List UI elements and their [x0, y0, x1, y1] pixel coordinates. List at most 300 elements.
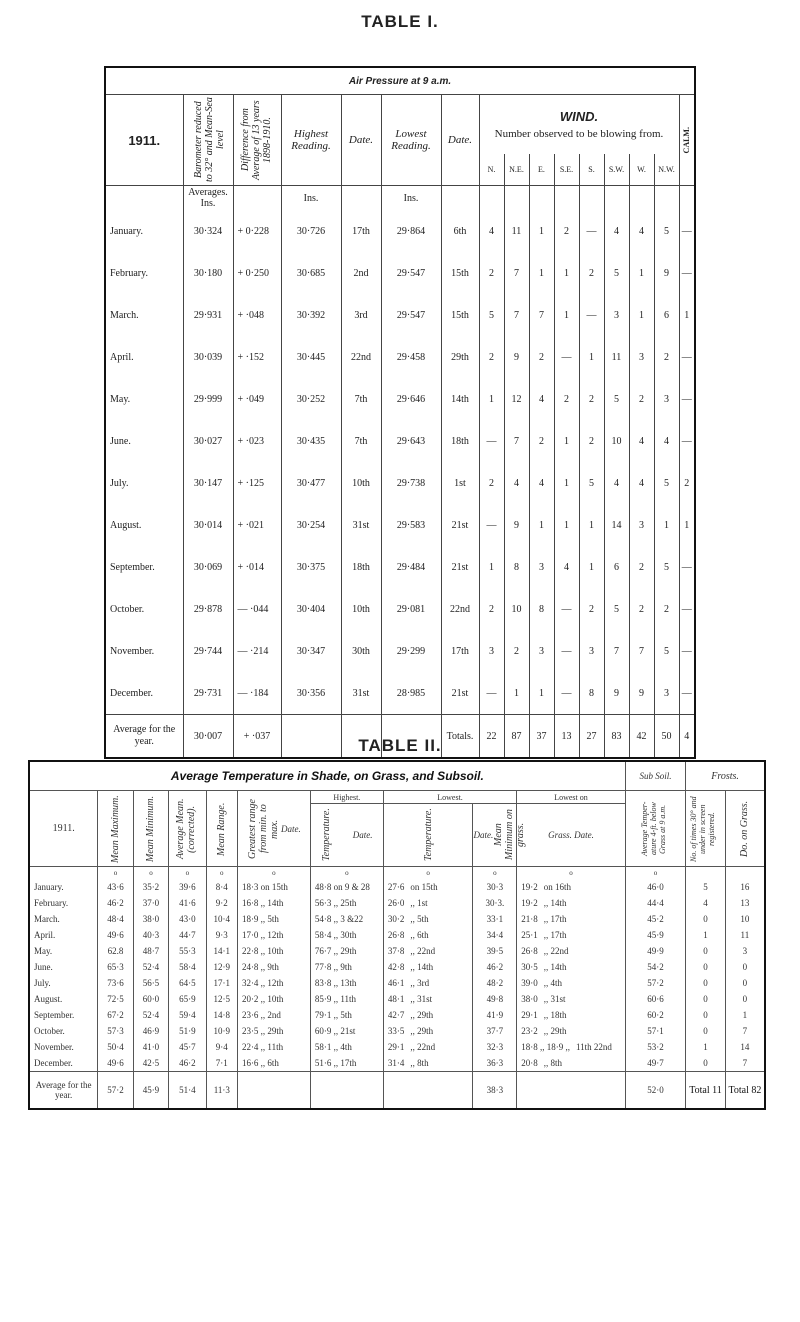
- calm-cell: —: [679, 630, 695, 672]
- lowest-date: ,, 14th: [410, 962, 434, 972]
- mean-min-grass-header: Mean Minimum on grass.: [493, 809, 527, 861]
- frost-grass-cell: 14: [725, 1039, 765, 1055]
- wind-e-cell: 4: [529, 462, 554, 504]
- lowest-grass-cell: [517, 911, 626, 927]
- lowest-grass-date: ,, 29th: [543, 1026, 567, 1036]
- greatest-range-cell: 16·8 ,, 14th: [237, 895, 310, 911]
- table-row: [29, 991, 765, 1007]
- wind-w-cell: 9: [629, 672, 654, 715]
- wind-n-cell: 1: [479, 546, 504, 588]
- month-cell: May.: [110, 393, 131, 405]
- wind-n-cell: 2: [479, 336, 504, 378]
- wind-nw-cell: 1: [654, 504, 679, 546]
- lowest-date-header: Date.: [473, 830, 494, 840]
- lowest-date-cell: 17th: [441, 630, 479, 672]
- wind-ne-cell: 12: [504, 378, 529, 420]
- lowest-grass-temp: 19·2: [521, 898, 538, 908]
- wind-e-cell: 3: [529, 630, 554, 672]
- frost-screen-cell: 0: [686, 1023, 726, 1039]
- lowest-grass-date: ,, 31st: [543, 994, 566, 1004]
- wind-nw-cell: 9: [654, 252, 679, 294]
- lowest-cell: [383, 991, 473, 1007]
- lowest-grass-temp: 30·5: [521, 962, 538, 972]
- lowest-grass-date: 11th 22nd: [575, 1042, 612, 1052]
- highest-date-cell: 22nd: [341, 336, 381, 378]
- calm-cell: 1: [679, 504, 695, 546]
- table-row: [105, 546, 695, 588]
- highest-cell: 83·8 ,, 13th: [310, 975, 383, 991]
- month-cell: September.: [34, 1010, 75, 1020]
- wind-w-cell: 1: [629, 294, 654, 336]
- lowest-cell: [383, 1039, 473, 1055]
- month-cell: June.: [34, 962, 53, 972]
- total-wind-sw: 83: [604, 715, 629, 759]
- wind-sw-cell: 4: [604, 210, 629, 252]
- lowest-grass-date: ,, 22nd: [543, 946, 569, 956]
- table-row: [29, 959, 765, 975]
- wind-s-cell: 5: [579, 462, 604, 504]
- avg-mean-cell: 59·4: [169, 1007, 207, 1023]
- lowest-temp: 42·8: [387, 962, 405, 972]
- wind-n-cell: —: [479, 504, 504, 546]
- mean-range-cell: 9·2: [206, 895, 237, 911]
- total-wind-se: 13: [554, 715, 579, 759]
- lowest-temp: 27·6: [387, 882, 405, 892]
- difference-header: Difference from Average of 13 years 1898-1910.: [240, 100, 273, 180]
- calm-cell: —: [679, 546, 695, 588]
- lowest-grass-temp: 39·0: [521, 978, 538, 988]
- wind-e-cell: 4: [529, 378, 554, 420]
- calm-cell: 2: [679, 462, 695, 504]
- total-calm: 4: [679, 715, 695, 759]
- wind-nw-cell: 2: [654, 588, 679, 630]
- lowest-cell: 29·484: [381, 546, 441, 588]
- difference-cell: + ·049: [233, 378, 281, 420]
- wind-ne-cell: 7: [504, 252, 529, 294]
- frost-grass-cell: 0: [725, 991, 765, 1007]
- month-cell: February.: [110, 267, 148, 279]
- lowest-cell: 28·985: [381, 672, 441, 715]
- frost-grass-cell: 3: [725, 943, 765, 959]
- wind-n-cell: —: [479, 672, 504, 715]
- lowest-cell: 29·643: [381, 420, 441, 462]
- table-row: [105, 210, 695, 252]
- subsoil-temp-header: Average Temper- ature 4-ft. below Grass at 9 a.m.: [640, 801, 668, 856]
- wind-n-cell: 2: [479, 462, 504, 504]
- month-cell: September.: [110, 561, 155, 573]
- difference-cell: — ·214: [233, 630, 281, 672]
- avg-mean-cell: 45·7: [169, 1039, 207, 1055]
- highest-cell: 30·252: [281, 378, 341, 420]
- units-label: Averages. Ins.: [183, 186, 233, 211]
- avg-mean-header: Average Mean. (corrected).: [175, 798, 198, 859]
- deg-mark: o: [473, 867, 517, 880]
- wind-w-cell: 4: [629, 210, 654, 252]
- t2-total-frost-screen: Total 11: [686, 1072, 726, 1110]
- month-cell: May.: [34, 946, 53, 956]
- greatest-range-cell: 23·5 ,, 29th: [237, 1023, 310, 1039]
- lowest-date: ,, 22nd: [410, 1042, 436, 1052]
- lowest-cell: 29·583: [381, 504, 441, 546]
- wind-n-cell: 1: [479, 378, 504, 420]
- wind-w-cell: 3: [629, 336, 654, 378]
- mean-min-cell: 37·0: [133, 895, 168, 911]
- grass-date-header: Grass. Date.: [517, 804, 626, 867]
- wind-nw-cell: 3: [654, 672, 679, 715]
- highest-cell: 30·435: [281, 420, 341, 462]
- lowest-grass-cell: [517, 879, 626, 895]
- month-cell: December.: [110, 687, 154, 699]
- wind-dir-sw: S.W.: [604, 154, 629, 185]
- lowest-temp: 37·8: [387, 946, 405, 956]
- highest-date-cell: 31st: [341, 672, 381, 715]
- avg-mean-cell: 55·3: [169, 943, 207, 959]
- frost-grass-cell: 0: [725, 975, 765, 991]
- barometer-cell: 29·931: [183, 294, 233, 336]
- frost-grass-cell: 7: [725, 1055, 765, 1072]
- lowest-date-cell: 6th: [441, 210, 479, 252]
- subsoil-cell: 46·0: [625, 879, 685, 895]
- lowest-date: ,, 1st: [410, 898, 428, 908]
- total-wind-nw: 50: [654, 715, 679, 759]
- calm-cell: 1: [679, 294, 695, 336]
- mean-range-cell: 9·3: [206, 927, 237, 943]
- wind-sw-cell: 9: [604, 672, 629, 715]
- table-row: [105, 672, 695, 715]
- subsoil-header: Sub Soil.: [625, 761, 685, 791]
- wind-s-cell: 8: [579, 672, 604, 715]
- lowest-date-cell: 15th: [441, 294, 479, 336]
- frost-screen-cell: 0: [686, 1055, 726, 1072]
- lowest-cell: [383, 943, 473, 959]
- highest-cell: 56·3 ,, 25th: [310, 895, 383, 911]
- wind-e-cell: 8: [529, 588, 554, 630]
- wind-nw-cell: 5: [654, 630, 679, 672]
- difference-cell: + ·048: [233, 294, 281, 336]
- lowest-temp: 48·1: [387, 994, 405, 1004]
- lowest-date-cell: 22nd: [441, 588, 479, 630]
- difference-cell: — ·184: [233, 672, 281, 715]
- table-row: [29, 1007, 765, 1023]
- highest-cell: 77·8 ,, 9th: [310, 959, 383, 975]
- mean-min-cell: 40·3: [133, 927, 168, 943]
- highest-cell: 79·1 ,, 5th: [310, 1007, 383, 1023]
- lowest-cell: 29·458: [381, 336, 441, 378]
- highest-cell: 85·9 ,, 11th: [310, 991, 383, 1007]
- lowest-grass-cell: [517, 1023, 626, 1039]
- highest-date-cell: 10th: [341, 588, 381, 630]
- highest-cell: 51·6 ,, 17th: [310, 1055, 383, 1072]
- month-cell: November.: [34, 1042, 74, 1052]
- greatest-range-cell: 32·4 ,, 12th: [237, 975, 310, 991]
- deg-mark: o: [310, 867, 383, 880]
- deg-mark: o: [517, 867, 626, 880]
- month-cell: October.: [110, 603, 145, 615]
- table-row: [105, 378, 695, 420]
- lowest-cell: [383, 895, 473, 911]
- calm-cell: —: [679, 672, 695, 715]
- table-row: [29, 1039, 765, 1055]
- mean-range-cell: 7·1: [206, 1055, 237, 1072]
- wind-sw-cell: 4: [604, 462, 629, 504]
- wind-ne-cell: 9: [504, 336, 529, 378]
- avg-mean-cell: 46·2: [169, 1055, 207, 1072]
- wind-e-cell: 3: [529, 546, 554, 588]
- barometer-cell: 29·744: [183, 630, 233, 672]
- mean-max-cell: 46·2: [98, 895, 133, 911]
- mean-min-cell: 35·2: [133, 879, 168, 895]
- lowest-date-cell: 1st: [441, 462, 479, 504]
- avg-label: Average for the year.: [105, 715, 183, 759]
- lowest-cell: 29·547: [381, 252, 441, 294]
- t2-avg-mean: 51·4: [169, 1072, 207, 1110]
- calm-cell: —: [679, 588, 695, 630]
- barometer-cell: 30·147: [183, 462, 233, 504]
- greatest-range-cell: 20·2 ,, 10th: [237, 991, 310, 1007]
- lowest-temp: 33·5: [387, 1026, 405, 1036]
- month-cell: June.: [110, 435, 131, 447]
- table-row: [29, 927, 765, 943]
- wind-sw-cell: 3: [604, 294, 629, 336]
- lowest-cell: [383, 911, 473, 927]
- barometer-cell: 29·731: [183, 672, 233, 715]
- calm-cell: —: [679, 252, 695, 294]
- mean-min-cell: 56·5: [133, 975, 168, 991]
- lowest-cell: 29·547: [381, 294, 441, 336]
- mean-max-cell: 72·5: [98, 991, 133, 1007]
- greatest-range-cell: 24·8 ,, 9th: [237, 959, 310, 975]
- highest-date-cell: 7th: [341, 420, 381, 462]
- frost-grass-cell: 1: [725, 1007, 765, 1023]
- wind-s-cell: 2: [579, 378, 604, 420]
- mean-max-cell: 67·2: [98, 1007, 133, 1023]
- lowest-cell: [383, 975, 473, 991]
- lowest-grass-date: ,, 17th: [543, 914, 567, 924]
- table-row: [29, 879, 765, 895]
- wind-n-cell: 5: [479, 294, 504, 336]
- wind-s-cell: 2: [579, 588, 604, 630]
- difference-cell: + ·023: [233, 420, 281, 462]
- lowest-date-cell: 14th: [441, 378, 479, 420]
- wind-dir-ne: N.E.: [504, 154, 529, 185]
- month-cell: July.: [34, 978, 51, 988]
- mean-min-cell: 46·9: [133, 1023, 168, 1039]
- table2-caption: Average Temperature in Shade, on Grass, and Subsoil.: [29, 761, 625, 791]
- subsoil-cell: 57·1: [625, 1023, 685, 1039]
- lowest-cell: [383, 1023, 473, 1039]
- lowest-date: ,, 8th: [410, 1058, 429, 1068]
- table-row: [105, 462, 695, 504]
- avg-mean-cell: 64·5: [169, 975, 207, 991]
- highest-cell: 30·404: [281, 588, 341, 630]
- highest-cell: 30·356: [281, 672, 341, 715]
- mean-min-grass-cell: 39·5: [473, 943, 517, 959]
- highest-cell: 54·8 ,, 3 &22: [310, 911, 383, 927]
- highest-cell: 30·726: [281, 210, 341, 252]
- lowest-date-cell: 29th: [441, 336, 479, 378]
- month-cell: August.: [34, 994, 63, 1004]
- greatest-range-cell: 22·4 ,, 11th: [237, 1039, 310, 1055]
- wind-ne-cell: 7: [504, 420, 529, 462]
- greatest-range-cell: 22·8 ,, 10th: [237, 943, 310, 959]
- greatest-range-header: Greatest range from min. to max.: [247, 798, 281, 859]
- t2-avg-label: Average for the year.: [29, 1072, 98, 1110]
- mean-min-cell: 52·4: [133, 959, 168, 975]
- difference-cell: + 0·228: [233, 210, 281, 252]
- air-pressure-table: [104, 66, 696, 759]
- wind-nw-cell: 5: [654, 210, 679, 252]
- lowest-grass-cell: [517, 1007, 626, 1023]
- frost-grass-cell: 7: [725, 1023, 765, 1039]
- lowest-grass-date: ,, 18th: [543, 1010, 567, 1020]
- wind-se-cell: 2: [554, 210, 579, 252]
- frost-grass-cell: 10: [725, 911, 765, 927]
- total-wind-w: 42: [629, 715, 654, 759]
- mean-min-grass-cell: 32·3: [473, 1039, 517, 1055]
- frost-screen-cell: 0: [686, 959, 726, 975]
- wind-s-cell: 1: [579, 546, 604, 588]
- barometer-cell: 30·324: [183, 210, 233, 252]
- lowest-grass-date: ,, 8th: [543, 1058, 562, 1068]
- gr-date-header: Date.: [281, 823, 301, 834]
- wind-se-cell: 1: [554, 462, 579, 504]
- highest-date-cell: 31st: [341, 504, 381, 546]
- lowest-cell: 29·081: [381, 588, 441, 630]
- wind-sw-cell: 10: [604, 420, 629, 462]
- lowest-cell: 29·646: [381, 378, 441, 420]
- greatest-range-cell: 17·0 ,, 12th: [237, 927, 310, 943]
- difference-cell: + ·125: [233, 462, 281, 504]
- difference-cell: + ·021: [233, 504, 281, 546]
- wind-w-cell: 1: [629, 252, 654, 294]
- wind-nw-cell: 5: [654, 462, 679, 504]
- t2-avg-subsoil: 52·0: [625, 1072, 685, 1110]
- wind-se-cell: 1: [554, 252, 579, 294]
- frost-screen-cell: 0: [686, 911, 726, 927]
- wind-dir-nw: N.W.: [654, 154, 679, 185]
- mean-min-cell: 42·5: [133, 1055, 168, 1072]
- subsoil-cell: 54·2: [625, 959, 685, 975]
- month-cell: November.: [110, 645, 155, 657]
- lowest-grass-date: ,, 14th: [543, 898, 567, 908]
- lowest-date: on 15th: [410, 882, 438, 892]
- wind-e-cell: 2: [529, 336, 554, 378]
- t2-avg-range: 11·3: [206, 1072, 237, 1110]
- lowest-grass-cell: [517, 895, 626, 911]
- lowest-grass-temp: 29·1: [521, 1010, 538, 1020]
- mean-max-cell: 65·3: [98, 959, 133, 975]
- mean-min-cell: 41·0: [133, 1039, 168, 1055]
- t2-total-frost-grass: Total 82: [725, 1072, 765, 1110]
- lowest-grass-cell: [517, 1039, 626, 1055]
- mean-range-cell: 10·9: [206, 1023, 237, 1039]
- wind-sw-cell: 5: [604, 252, 629, 294]
- highest-date-cell: 17th: [341, 210, 381, 252]
- mean-range-cell: 14·8: [206, 1007, 237, 1023]
- wind-s-cell: 1: [579, 504, 604, 546]
- wind-sw-cell: 7: [604, 630, 629, 672]
- avg-mean-cell: 51·9: [169, 1023, 207, 1039]
- mean-min-grass-cell: 33·1: [473, 911, 517, 927]
- wind-sw-cell: 11: [604, 336, 629, 378]
- lowest-temp: 26·0: [387, 898, 405, 908]
- t2-avg-max: 57·2: [98, 1072, 133, 1110]
- deg-mark: o: [383, 867, 473, 880]
- wind-n-cell: 3: [479, 630, 504, 672]
- highest-date-cell: 30th: [341, 630, 381, 672]
- mean-min-cell: 48·7: [133, 943, 168, 959]
- lowest-date: ,, 31st: [410, 994, 433, 1004]
- table-row: [29, 1023, 765, 1039]
- calm-cell: —: [679, 336, 695, 378]
- frost-grass-cell: 16: [725, 879, 765, 895]
- wind-dir-n: N.: [479, 154, 504, 185]
- wind-ne-cell: 4: [504, 462, 529, 504]
- wind-s-cell: 1: [579, 336, 604, 378]
- lowest-cell: [383, 927, 473, 943]
- lowest-grass-cell: [517, 975, 626, 991]
- wind-w-cell: 2: [629, 546, 654, 588]
- lowest-grass-temp: 26·8: [521, 946, 538, 956]
- wind-se-cell: 4: [554, 546, 579, 588]
- highest-date-header: Date.: [352, 830, 373, 840]
- highest-cell: 30·445: [281, 336, 341, 378]
- mean-max-cell: 50·4: [98, 1039, 133, 1055]
- mean-range-cell: 8·4: [206, 879, 237, 895]
- mean-range-cell: 10·4: [206, 911, 237, 927]
- mean-max-cell: 49·6: [98, 927, 133, 943]
- lowest-grass-date: ,, 17th: [543, 930, 567, 940]
- lowest-temp: 46·1: [387, 978, 405, 988]
- mean-min-grass-cell: 30·3: [473, 879, 517, 895]
- total-wind-n: 22: [479, 715, 504, 759]
- month-cell: January.: [110, 225, 143, 237]
- wind-nw-cell: 6: [654, 294, 679, 336]
- highest-date-cell: 18th: [341, 546, 381, 588]
- frost-screen-cell: 5: [686, 879, 726, 895]
- wind-e-cell: 1: [529, 504, 554, 546]
- mean-min-grass-cell: 34·4: [473, 927, 517, 943]
- lowest-grass-temp: 38·0: [521, 994, 538, 1004]
- wind-s-cell: —: [579, 294, 604, 336]
- wind-e-cell: 1: [529, 210, 554, 252]
- deg-mark: o: [133, 867, 168, 880]
- table1-caption: Air Pressure at 9 a.m.: [105, 67, 695, 95]
- wind-ne-cell: 10: [504, 588, 529, 630]
- month-cell: April.: [110, 351, 134, 363]
- mean-min-cell: 60·0: [133, 991, 168, 1007]
- mean-min-grass-cell: 37·7: [473, 1023, 517, 1039]
- deg-mark: o: [206, 867, 237, 880]
- totals-label: Totals.: [441, 715, 479, 759]
- greatest-range-cell: 18·3 on 15th: [237, 879, 310, 895]
- wind-s-cell: 3: [579, 630, 604, 672]
- mean-min-grass-cell: 46·2: [473, 959, 517, 975]
- frost-screen-cell: 1: [686, 1039, 726, 1055]
- frost-screen-cell: 1: [686, 927, 726, 943]
- barometer-cell: 30·027: [183, 420, 233, 462]
- table-row: [105, 252, 695, 294]
- lowest-cell: [383, 1007, 473, 1023]
- table2-heading: TABLE II.: [358, 736, 442, 755]
- year-header: 1911.: [105, 95, 183, 186]
- avg-difference: + ·037: [233, 715, 281, 759]
- lowest-on-header: Lowest on: [517, 791, 626, 804]
- wind-se-cell: 2: [554, 378, 579, 420]
- highest-cell: 30·392: [281, 294, 341, 336]
- table-row: [29, 975, 765, 991]
- difference-cell: + 0·250: [233, 252, 281, 294]
